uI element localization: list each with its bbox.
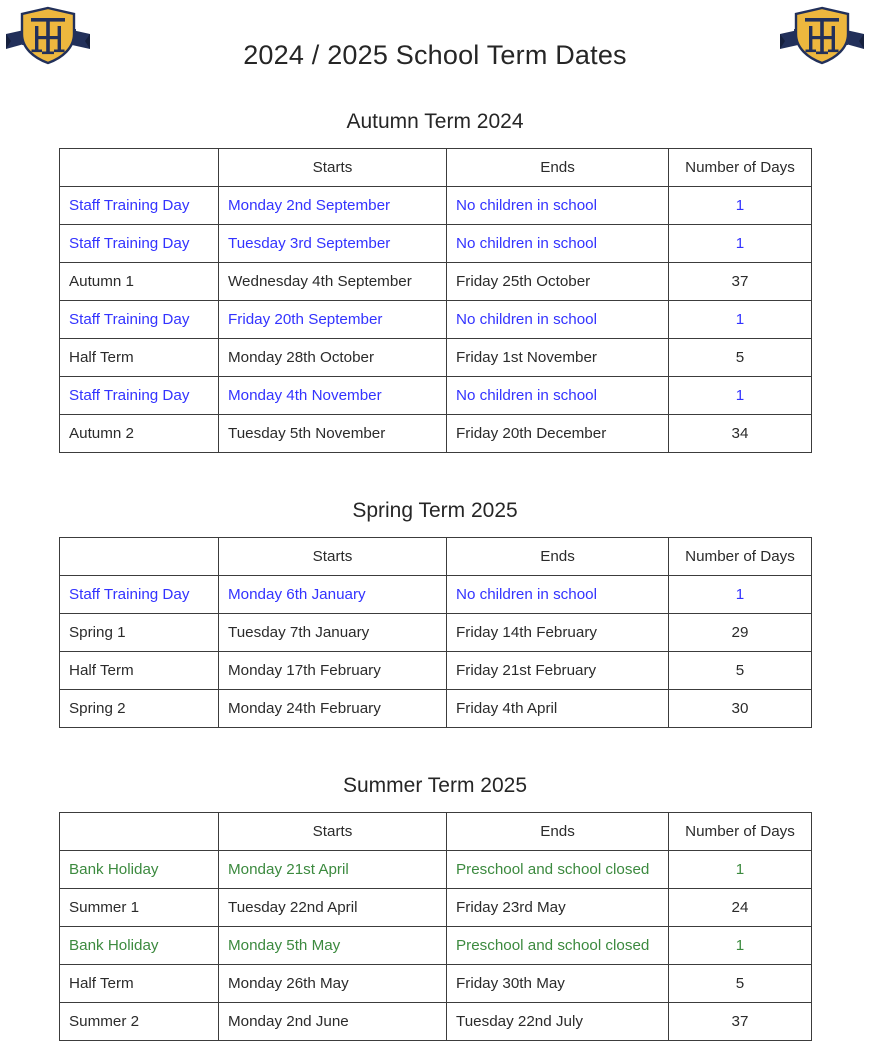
column-header-days: Number of Days [669,149,812,187]
cell-ends: No children in school [447,576,669,614]
term-heading: Summer Term 2025 [342,774,528,797]
cell-label: Staff Training Day [60,187,219,225]
cell-ends: Preschool and school closed [447,927,669,965]
cell-days: 37 [669,1003,812,1041]
column-header-ends: Ends [447,813,669,851]
cell-starts: Monday 24th February [219,690,447,728]
cell-days: 30 [669,690,812,728]
column-header-label [60,813,219,851]
cell-label: Staff Training Day [60,225,219,263]
column-header-label [60,538,219,576]
section-spacer [0,728,870,771]
cell-ends: Friday 14th February [447,614,669,652]
table-row [60,187,812,225]
term-heading: Autumn Term 2024 [346,110,524,133]
cell-ends: No children in school [447,301,669,339]
table-row [60,263,812,301]
cell-label: Staff Training Day [60,301,219,339]
cell-starts: Tuesday 22nd April [219,889,447,927]
cell-label: Spring 2 [60,690,219,728]
term-table-wrap [59,148,811,453]
term-table [59,537,812,728]
cell-starts: Monday 17th February [219,652,447,690]
column-header-starts: Starts [219,538,447,576]
cell-days: 37 [669,263,812,301]
cell-ends: Friday 4th April [447,690,669,728]
cell-label: Autumn 1 [60,263,219,301]
term-section [0,728,870,1041]
cell-starts: Tuesday 7th January [219,614,447,652]
cell-label: Autumn 2 [60,415,219,453]
column-header-days: Number of Days [669,538,812,576]
cell-days: 29 [669,614,812,652]
column-header-ends: Ends [447,149,669,187]
cell-starts: Monday 21st April [219,851,447,889]
table-row [60,652,812,690]
table-row [60,225,812,263]
cell-ends: No children in school [447,377,669,415]
cell-starts: Friday 20th September [219,301,447,339]
cell-starts: Monday 5th May [219,927,447,965]
cell-days: 1 [669,187,812,225]
cell-days: 5 [669,339,812,377]
cell-days: 1 [669,576,812,614]
cell-label: Staff Training Day [60,576,219,614]
table-row [60,415,812,453]
cell-label: Half Term [60,965,219,1003]
cell-ends: Friday 30th May [447,965,669,1003]
table-row [60,889,812,927]
cell-starts: Tuesday 5th November [219,415,447,453]
term-sections [0,96,870,1041]
table-header-row [60,538,812,576]
term-table [59,812,812,1041]
cell-ends: Friday 20th December [447,415,669,453]
cell-days: 1 [669,225,812,263]
column-header-starts: Starts [219,149,447,187]
cell-ends: Friday 23rd May [447,889,669,927]
cell-days: 5 [669,652,812,690]
table-row [60,965,812,1003]
cell-ends: No children in school [447,225,669,263]
table-row [60,339,812,377]
cell-label: Summer 1 [60,889,219,927]
table-header-row [60,149,812,187]
cell-label: Staff Training Day [60,377,219,415]
cell-starts: Monday 2nd September [219,187,447,225]
term-heading: Spring Term 2025 [352,499,518,522]
cell-label: Spring 1 [60,614,219,652]
cell-label: Bank Holiday [60,927,219,965]
cell-ends: No children in school [447,187,669,225]
cell-starts: Tuesday 3rd September [219,225,447,263]
cell-label: Bank Holiday [60,851,219,889]
term-table-wrap [59,812,811,1041]
cell-starts: Monday 2nd June [219,1003,447,1041]
term-table [59,148,812,453]
column-header-label [60,149,219,187]
cell-ends: Tuesday 22nd July [447,1003,669,1041]
table-row [60,576,812,614]
cell-starts: Monday 6th January [219,576,447,614]
cell-label: Half Term [60,652,219,690]
cell-days: 1 [669,927,812,965]
table-header-row [60,813,812,851]
table-row [60,851,812,889]
column-header-starts: Starts [219,813,447,851]
cell-ends: Preschool and school closed [447,851,669,889]
cell-starts: Monday 26th May [219,965,447,1003]
cell-days: 1 [669,377,812,415]
cell-starts: Wednesday 4th September [219,263,447,301]
cell-days: 1 [669,301,812,339]
term-section [0,453,870,728]
cell-ends: Friday 1st November [447,339,669,377]
table-row [60,377,812,415]
cell-days: 1 [669,851,812,889]
page-title: 2024 / 2025 School Term Dates [243,40,627,70]
table-row [60,301,812,339]
term-section [0,96,870,453]
table-row [60,690,812,728]
table-row [60,1003,812,1041]
column-header-days: Number of Days [669,813,812,851]
cell-days: 24 [669,889,812,927]
table-row [60,614,812,652]
term-table-wrap [59,537,811,728]
cell-label: Half Term [60,339,219,377]
cell-days: 34 [669,415,812,453]
section-spacer [0,453,870,496]
cell-starts: Monday 4th November [219,377,447,415]
cell-ends: Friday 25th October [447,263,669,301]
table-row [60,927,812,965]
section-spacer [0,96,870,107]
cell-label: Summer 2 [60,1003,219,1041]
page-header [0,0,870,96]
cell-starts: Monday 28th October [219,339,447,377]
cell-ends: Friday 21st February [447,652,669,690]
column-header-ends: Ends [447,538,669,576]
cell-days: 5 [669,965,812,1003]
